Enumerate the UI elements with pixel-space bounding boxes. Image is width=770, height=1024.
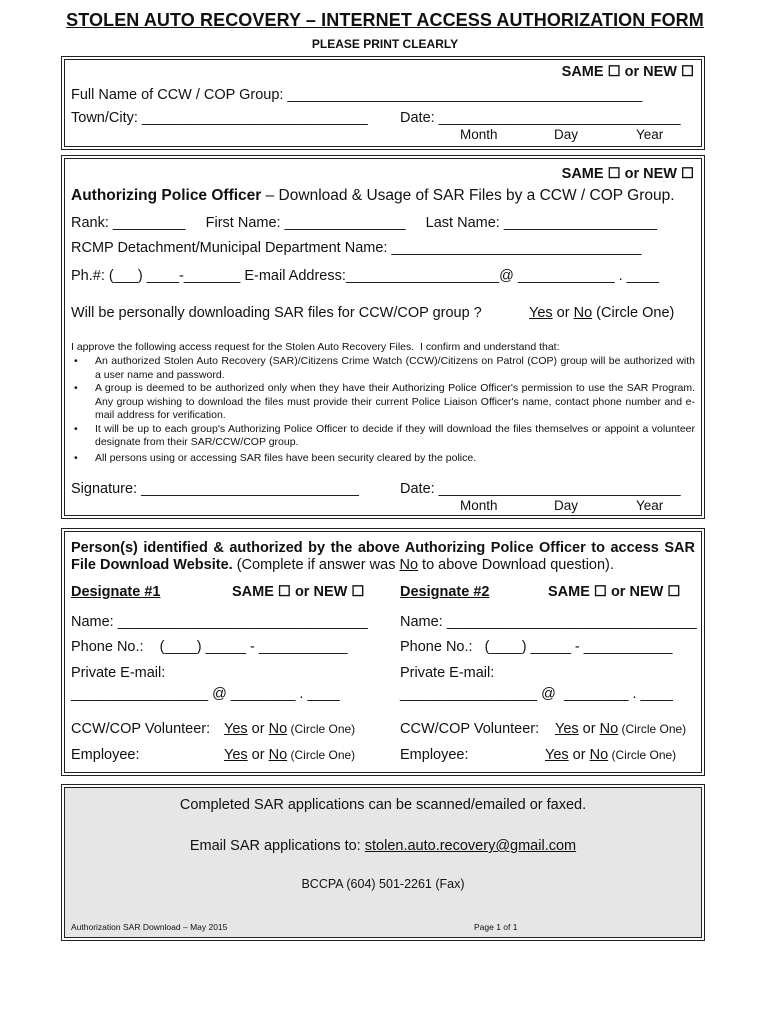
designate-2-name-field[interactable]: Name: _______________________________: [400, 614, 697, 630]
date-field[interactable]: Date: ______________________________: [400, 110, 681, 126]
month-label: Month: [460, 127, 498, 142]
no-option[interactable]: No: [268, 747, 288, 763]
form-subtitle: PLEASE PRINT CLEARLY: [311, 37, 459, 51]
completed-note: Completed SAR applications can be scanned/emailed or faxed.: [179, 797, 587, 813]
designate-1-label: Designate #1: [71, 584, 161, 600]
designates-intro-text-end: to above Download question).: [418, 557, 614, 573]
circle-one-text: (Circle One): [592, 305, 675, 321]
designate-2-volunteer-answer[interactable]: [555, 721, 686, 737]
yes-option[interactable]: Yes: [529, 305, 553, 321]
circle-one-text: (Circle One): [621, 722, 687, 736]
circle-one-text: (Circle One): [611, 748, 677, 762]
yes-option[interactable]: Yes: [545, 747, 569, 763]
circle-one-text: (Circle One): [290, 748, 356, 762]
designate-1-email-field[interactable]: _________________ @ ________ . ____: [71, 686, 340, 702]
designate-1-employee-answer[interactable]: [224, 747, 355, 763]
yes-option[interactable]: Yes: [224, 747, 248, 763]
or-text: or: [568, 747, 590, 763]
approval-bullets: [71, 355, 695, 465]
email-instruction: [64, 838, 702, 854]
officer-heading: [71, 187, 675, 205]
circle-one-text: (Circle One): [290, 722, 356, 736]
designate-1-employee-label: Employee:: [71, 747, 140, 763]
designate-1-same-new[interactable]: SAME ☐ or NEW ☐: [232, 584, 365, 600]
same-new-checkboxes[interactable]: SAME ☐ or NEW ☐: [561, 64, 694, 80]
no-option[interactable]: No: [268, 721, 288, 737]
designate-1-phone-field[interactable]: Phone No.: (____) _____ - ___________: [71, 639, 348, 655]
designates-intro: [71, 540, 695, 574]
or-text: or: [247, 721, 269, 737]
year-label: Year: [636, 127, 664, 142]
officer-date-field[interactable]: Date: ______________________________: [400, 481, 681, 497]
designates-intro-text: (Complete if answer was: [232, 557, 400, 573]
group-name-field[interactable]: Full Name of CCW / COP Group: ____________________________________________: [71, 87, 643, 103]
day-label: Day: [554, 127, 579, 142]
same-new-checkboxes-officer[interactable]: SAME ☐ or NEW ☐: [561, 166, 694, 182]
designates-intro-no: No: [399, 557, 419, 573]
designates-intro-bold: Person(s) identified & authorized by the above Authorizing Police Officer to access SAR File Download Website.: [71, 540, 695, 573]
officer-heading-bold: Authorizing Police Officer: [71, 187, 262, 204]
fax-number: BCCPA (604) 501-2261 (Fax): [301, 877, 465, 891]
designate-2-employee-label: Employee:: [400, 747, 469, 763]
signature-field[interactable]: Signature: ___________________________: [71, 481, 359, 497]
designate-2-volunteer-label: CCW/COP Volunteer:: [400, 721, 540, 737]
email-link[interactable]: stolen.auto.recovery@gmail.com: [364, 838, 577, 854]
no-option[interactable]: No: [599, 721, 619, 737]
designate-1-volunteer-label: CCW/COP Volunteer:: [71, 721, 211, 737]
email-label: Email SAR applications to:: [189, 838, 365, 854]
bullet-item: • It will be up to each group's Authorizing Police Officer to decide if they will download the files themselves or appoint a volunteer designate from their SAR/CCW/COP group.: [71, 423, 695, 450]
rank-name-line[interactable]: Rank: _________ First Name: _______________ Last Name: ___________________: [71, 215, 658, 231]
designate-2-employee-answer[interactable]: [545, 747, 676, 763]
officer-heading-rest: – Download & Usage of SAR Files by a CCW / COP Group.: [261, 187, 675, 204]
bullet-item: • All persons using or accessing SAR files have been security cleared by the police.: [71, 452, 695, 466]
no-option[interactable]: No: [589, 747, 609, 763]
bullet-item: • An authorized Stolen Auto Recovery (SAR)/Citizens Crime Watch (CCW)/Citizens on Patrol (COP) group will be authorized with a user name and password.: [71, 355, 695, 382]
designate-2-email-field[interactable]: _________________ @ ________ . ____: [400, 686, 673, 702]
or-text: or: [552, 305, 574, 321]
town-field[interactable]: Town/City: ____________________________: [71, 110, 368, 126]
or-text: or: [247, 747, 269, 763]
designate-2-email-label: Private E-mail:: [400, 665, 495, 681]
document-id: Authorization SAR Download – May 2015: [71, 922, 228, 932]
bullet-item: • A group is deemed to be authorized only when they have their Authorizing Police Officer's permission to use the SAR Program. Any group wishing to download the files must provide their current Police Liaison Officer's name, contact phone number and e-mail address for verification.: [71, 382, 695, 423]
designate-2-label: Designate #2: [400, 584, 490, 600]
designate-2-same-new[interactable]: SAME ☐ or NEW ☐: [548, 584, 681, 600]
no-option[interactable]: No: [573, 305, 593, 321]
yes-option[interactable]: Yes: [224, 721, 248, 737]
officer-phone-email-field[interactable]: Ph.#: (___) ____-_______ E-mail Address:___________________@ ____________ . ____: [71, 268, 659, 284]
page-number: Page 1 of 1: [474, 922, 518, 932]
approval-statement: I approve the following access request for the Stolen Auto Recovery Files. I confirm and understand that:: [71, 341, 560, 353]
designate-1-email-label: Private E-mail:: [71, 665, 166, 681]
download-answer[interactable]: [529, 305, 674, 321]
yes-option[interactable]: Yes: [555, 721, 579, 737]
rcmp-department-field[interactable]: RCMP Detachment/Municipal Department Name: _______________________________: [71, 240, 642, 256]
designate-1-volunteer-answer[interactable]: [224, 721, 355, 737]
month-label: Month: [460, 498, 498, 513]
form-title: STOLEN AUTO RECOVERY – INTERNET ACCESS AUTHORIZATION FORM: [66, 10, 704, 30]
day-label: Day: [554, 498, 579, 513]
year-label: Year: [636, 498, 664, 513]
download-question: Will be personally downloading SAR files for CCW/COP group ?: [71, 305, 482, 321]
or-text: or: [578, 721, 600, 737]
designate-1-name-field[interactable]: Name: _______________________________: [71, 614, 368, 630]
designate-2-phone-field[interactable]: Phone No.: (____) _____ - ___________: [400, 639, 673, 655]
